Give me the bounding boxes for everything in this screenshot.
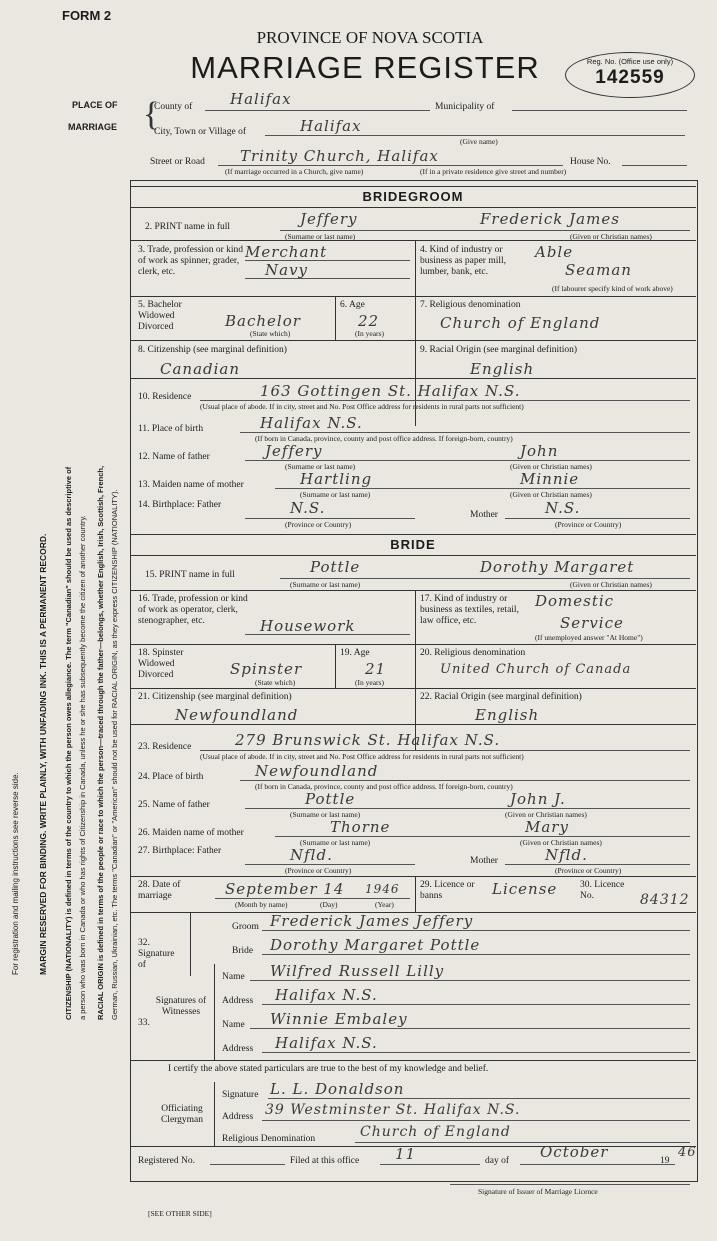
- page-title: MARRIAGE REGISTER: [190, 50, 540, 85]
- groom-father-birth-caption: (Province or Country): [285, 520, 352, 529]
- city-label: City, Town or Village of: [154, 127, 246, 137]
- witness2-address: Halifax N.S.: [275, 1034, 378, 1052]
- bride-industry-2: Service: [560, 614, 624, 632]
- marriage-label: MARRIAGE: [68, 122, 117, 132]
- clergy-address: 39 Westminster St. Halifax N.S.: [265, 1102, 521, 1118]
- clergy-signature-label: Signature: [222, 1090, 259, 1100]
- groom-residence-label: 10. Residence: [138, 392, 192, 402]
- groom-status-label: 5. Bachelor Widowed Divorced: [138, 300, 182, 332]
- margin-racial-1: RACIAL ORIGIN is defined in terms of the people or race to which the person—traced through the father—belongs, whether English, Irish, Scottish, French,: [96, 465, 105, 1020]
- bride-mother-label: 26. Maiden name of mother: [138, 828, 244, 838]
- licence-no: 84312: [640, 892, 690, 908]
- margin-racial-2: German, Russian, Ukrainian, etc. The terms "Canadian" or "American" should not be used for RACIAL ORIGIN, as they express CITIZENSHIP (NATIONALITY).: [110, 489, 119, 1020]
- witness-number-label: 33.: [138, 1018, 150, 1028]
- house-label: House No.: [570, 157, 611, 167]
- groom-mother-birth-caption: (Province or Country): [555, 520, 622, 529]
- bride-father-birth: Nfld.: [290, 846, 333, 864]
- groom-sig-label: Groom: [232, 922, 259, 932]
- bride-mother-given: Mary: [525, 818, 569, 836]
- clergy-denomination: Church of England: [360, 1124, 511, 1140]
- bride-father-surname-caption: (Surname or last name): [290, 810, 361, 819]
- bride-name-label: 15. PRINT name in full: [145, 570, 235, 580]
- residence-note: (If in a private residence give street and number): [420, 167, 567, 176]
- groom-mother-given: Minnie: [520, 470, 580, 488]
- bride-birthplace: Newfoundland: [255, 762, 379, 780]
- reg-no-label: Reg. No. (Office use only): [586, 57, 674, 66]
- groom-father-given: John: [520, 442, 559, 460]
- groom-parents-birth-label: 14. Birthplace: Father: [138, 500, 222, 510]
- bride-mother-birth-label: Mother: [470, 856, 498, 866]
- marriage-month-day: September 14: [225, 880, 345, 898]
- bride-age-caption: (In years): [355, 678, 384, 687]
- county-label: County of: [154, 102, 193, 112]
- bride-father-label: 25. Name of father: [138, 800, 210, 810]
- bride-parents-birth-label: 27. Birthplace: Father: [138, 846, 222, 856]
- bridegroom-header: BRIDEGROOM: [130, 186, 696, 208]
- street-label: Street or Road: [150, 157, 205, 167]
- groom-religion: Church of England: [440, 314, 601, 332]
- licence-type-label: 29. Licence or banns: [420, 880, 475, 901]
- bride-birthplace-label: 24. Place of birth: [138, 772, 204, 782]
- groom-birthplace-label: 11. Place of birth: [138, 424, 204, 434]
- groom-surname: Jeffery: [300, 210, 358, 228]
- witnesses-label: Signatures of Witnesses: [155, 996, 207, 1017]
- bride-trade: Housework: [260, 617, 356, 635]
- groom-age-caption: (In years): [355, 329, 384, 338]
- groom-citizenship-label: 8. Citizenship (see marginal definition): [138, 345, 287, 355]
- filed-year: 46: [678, 1145, 697, 1160]
- bride-residence: 279 Brunswick St. Halifax N.S.: [235, 731, 501, 749]
- margin-citizenship-2: a person who was born in Canada or who has rights of Citizenship in Canada, unless he or she has subsequently become the citizen of another country.: [78, 515, 87, 1020]
- groom-residence: 163 Gottingen St. Halifax N.S.: [260, 382, 521, 400]
- bride-status-caption: (State which): [255, 678, 296, 687]
- groom-trade-2: Navy: [265, 261, 309, 279]
- groom-given: Frederick James: [480, 210, 620, 228]
- form-frame: [130, 180, 698, 1182]
- bride-given-caption: (Given or Christian names): [570, 580, 652, 589]
- groom-industry-2: Seaman: [565, 261, 632, 279]
- bride-origin-label: 22. Racial Origin (see marginal definition): [420, 692, 582, 702]
- see-other-side: [SEE OTHER SIDE]: [148, 1209, 212, 1218]
- bride-given: Dorothy Margaret: [480, 558, 635, 576]
- bride-surname: Pottle: [310, 558, 361, 576]
- groom-mother-birth-label: Mother: [470, 510, 498, 520]
- sig-of-label: 32. Signature of: [138, 938, 175, 970]
- municipality-label: Municipality of: [435, 102, 495, 112]
- groom-industry-caption: (If labourer specify kind of work above): [552, 284, 673, 293]
- bride-father-given: John J.: [510, 790, 566, 808]
- bride-industry-label: 17. Kind of industry or business as textiles, retail, law office, etc.: [420, 594, 519, 626]
- county-value: Halifax: [230, 90, 292, 108]
- form-number: FORM 2: [62, 8, 112, 23]
- groom-birthplace: Halifax N.S.: [260, 414, 363, 432]
- bride-mother-birth: Nfld.: [545, 846, 588, 864]
- bride-mother-birth-caption: (Province or Country): [555, 866, 622, 875]
- margin-binding-note: MARGIN RESERVED FOR BINDING. WRITE PLAINLY, WITH UNFADING INK. THIS IS A PERMANENT RECORD.: [38, 533, 48, 975]
- clergy-address-label: Address: [222, 1112, 254, 1122]
- groom-trade-1: Merchant: [245, 243, 328, 261]
- filed-label: Filed at this office: [290, 1156, 360, 1166]
- bride-industry-caption: (If unemployed answer "At Home"): [535, 633, 643, 642]
- bride-mother-given-caption: (Given or Christian names): [520, 838, 602, 847]
- witness1-name: Wilfred Russell Lilly: [270, 962, 445, 980]
- groom-name-label: 2. PRINT name in full: [145, 222, 231, 232]
- groom-age-label: 6. Age: [340, 300, 365, 310]
- groom-industry-1: Able: [535, 243, 574, 261]
- filed-day: 11: [395, 1145, 417, 1163]
- witness2-name: Winnie Embaley: [270, 1010, 408, 1028]
- licence-no-label: 30. Licence No.: [580, 880, 625, 901]
- day-of-label: day of: [485, 1156, 510, 1166]
- certify-text: I certify the above stated particulars are true to the best of my knowledge and belief.: [168, 1064, 489, 1074]
- bride-father-birth-caption: (Province or Country): [285, 866, 352, 875]
- bride-surname-caption: (Surname or last name): [290, 580, 361, 589]
- bride-header: BRIDE: [130, 534, 696, 556]
- groom-father-surname-caption: (Surname or last name): [285, 462, 356, 471]
- registered-label: Registered No.: [138, 1156, 195, 1166]
- groom-age: 22: [358, 312, 380, 330]
- groom-father-birth: N.S.: [290, 499, 326, 517]
- groom-mother-surname: Hartling: [300, 470, 373, 488]
- groom-status: Bachelor: [225, 312, 301, 330]
- bride-mother-surname-caption: (Surname or last name): [300, 838, 371, 847]
- bride-father-given-caption: (Given or Christian names): [505, 810, 587, 819]
- witness1-name-label: Name: [222, 972, 245, 982]
- marriage-day-caption: (Day): [320, 900, 338, 909]
- groom-father-label: 12. Name of father: [138, 452, 210, 462]
- groom-industry-label: 4. Kind of industry or business as paper mill, lumber, bank, etc.: [420, 245, 507, 277]
- marriage-month-caption: (Month by name): [235, 900, 288, 909]
- groom-trade-label: 3. Trade, profession or kind of work as spinner, grader, clerk, etc.: [138, 245, 244, 277]
- bride-signature: Dorothy Margaret Pottle: [270, 936, 481, 954]
- bride-status-label: 18. Spinster Widowed Divorced: [138, 648, 184, 680]
- bride-religion: United Church of Canada: [440, 662, 632, 677]
- bride-trade-label: 16. Trade, profession or kind of work as operator, clerk, stenographer, etc.: [138, 594, 248, 626]
- witness2-address-label: Address: [222, 1044, 254, 1054]
- groom-origin: English: [470, 360, 535, 378]
- bride-age-label: 19. Age: [340, 648, 370, 658]
- reg-no-stamp: [565, 52, 695, 98]
- give-name-caption: (Give name): [460, 137, 498, 146]
- margin-instructions: For registration and mailing instructions see reverse side.: [11, 772, 20, 975]
- groom-father-given-caption: (Given or Christian names): [510, 462, 592, 471]
- groom-mother-birth: N.S.: [545, 499, 581, 517]
- street-value: Trinity Church, Halifax: [240, 147, 439, 165]
- groom-birthplace-caption: (If born in Canada, province, county and post office address. If foreign-born, country): [255, 434, 513, 443]
- church-note: (If marriage occurred in a Church, give name): [225, 167, 364, 176]
- licence-type: License: [492, 880, 558, 898]
- clergy-signature: L. L. Donaldson: [270, 1080, 405, 1098]
- groom-citizenship: Canadian: [160, 360, 241, 378]
- groom-status-caption: (State which): [250, 329, 291, 338]
- place-of-label: PLACE OF: [72, 100, 118, 110]
- bride-religion-label: 20. Religious denomination: [420, 648, 526, 658]
- bride-citizenship-label: 21. Citizenship (see marginal definition): [138, 692, 292, 702]
- bride-origin: English: [475, 706, 540, 724]
- bride-sig-label: Bride: [232, 946, 254, 956]
- marriage-year-caption: (Year): [375, 900, 394, 909]
- bride-citizenship: Newfoundland: [175, 706, 299, 724]
- bride-status: Spinster: [230, 660, 303, 678]
- groom-surname-caption: (Surname or last name): [285, 232, 356, 241]
- clergy-denomination-label: Religious Denomination: [222, 1134, 316, 1144]
- groom-residence-caption: (Usual place of abode. If in city, street and No. Post Office address for residents in rural parts not sufficient): [200, 402, 524, 411]
- bride-father-surname: Pottle: [305, 790, 356, 808]
- reg-no-value: 142559: [595, 67, 665, 88]
- groom-signature: Frederick James Jeffery: [270, 912, 474, 930]
- issuer-caption: Signature of Issuer of Marriage Licence: [478, 1187, 598, 1196]
- marriage-date-label: 28. Date of marriage: [138, 880, 181, 901]
- bride-residence-caption: (Usual place of abode. If in city, street and No. Post Office address for residents in rural parts not sufficient): [200, 752, 524, 761]
- bride-age: 21: [365, 660, 387, 678]
- place-brace: {: [143, 96, 160, 133]
- margin-citizenship-1: CITIZENSHIP (NATIONALITY) is defined in terms of the country to which the person owes allegiance. The term "Canadian" should be used as descriptive of: [64, 466, 73, 1020]
- witness1-address: Halifax N.S.: [275, 986, 378, 1004]
- groom-origin-label: 9. Racial Origin (see marginal definition): [420, 345, 578, 355]
- groom-mother-label: 13. Maiden name of mother: [138, 480, 244, 490]
- groom-mother-given-caption: (Given or Christian names): [510, 490, 592, 499]
- witness1-address-label: Address: [222, 996, 254, 1006]
- witness2-name-label: Name: [222, 1020, 245, 1030]
- city-value: Halifax: [300, 117, 362, 135]
- groom-mother-surname-caption: (Surname or last name): [300, 490, 371, 499]
- filed-year-prefix: 19: [660, 1156, 670, 1166]
- filed-month: October: [540, 1143, 609, 1161]
- bride-birthplace-caption: (If born in Canada, province, county and post office address. If foreign-born, country): [255, 782, 513, 791]
- clergy-label: Officiating Clergyman: [160, 1104, 204, 1125]
- marriage-year: 1946: [365, 882, 400, 896]
- bride-residence-label: 23. Residence: [138, 742, 192, 752]
- bride-mother-surname: Thorne: [330, 818, 391, 836]
- bride-industry-1: Domestic: [535, 592, 615, 610]
- groom-religion-label: 7. Religious denomination: [420, 300, 521, 310]
- groom-given-caption: (Given or Christian names): [570, 232, 652, 241]
- groom-father-surname: Jeffery: [265, 442, 323, 460]
- province-heading: PROVINCE OF NOVA SCOTIA: [256, 28, 484, 47]
